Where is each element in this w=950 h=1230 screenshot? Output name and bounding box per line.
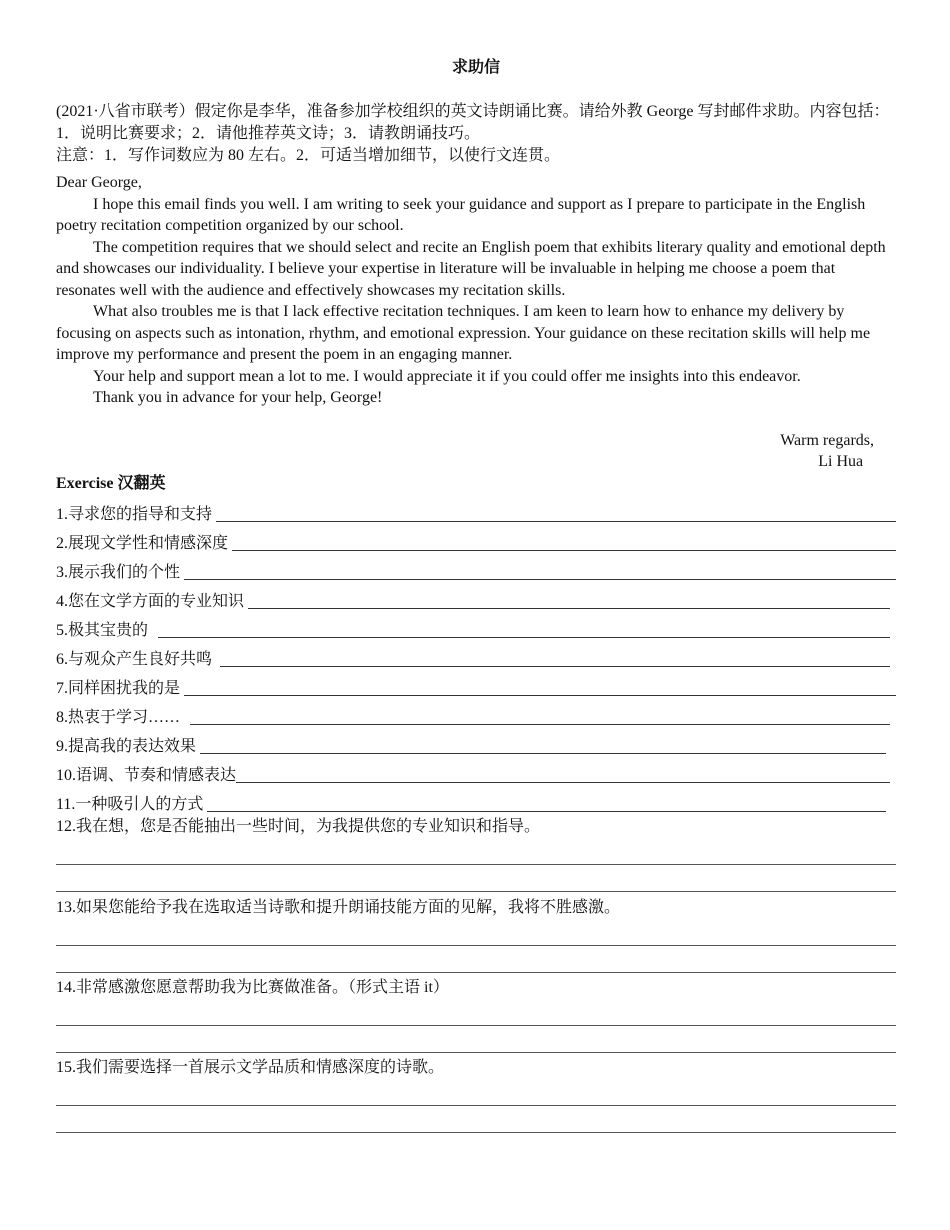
exercise-prompt: 11.一种吸引人的方式 (56, 796, 204, 813)
answer-blank[interactable] (220, 649, 890, 667)
phrase-exercise-list (56, 497, 896, 816)
prompt-task: (2021·八省市联考）假定你是李华，准备参加学校组织的英文诗朗诵比赛。请给外教 George 写封邮件求助。内容包括：1．说明比赛要求；2．请他推荐英文诗；3．请教朗诵技巧。 (56, 103, 890, 142)
exercise-item (56, 671, 896, 700)
exercise-prompt: 5.极其宝贵的 (56, 622, 149, 639)
exercise-item (56, 700, 896, 729)
exercise-heading: Exercise 汉翻英 (56, 475, 166, 492)
answer-line[interactable] (56, 946, 896, 973)
letter-paragraph: I hope this email finds you well. I am writing to seek your guidance and support as I prepare to participate in the English poetry recitation competition organized by our school. (56, 195, 866, 234)
answer-blank[interactable] (248, 591, 890, 609)
exercise-item (56, 497, 896, 526)
letter-paragraph: Thank you in advance for your help, George! (93, 389, 383, 406)
answer-line[interactable] (56, 999, 896, 1026)
exercise-item (56, 642, 896, 671)
exercise-item (56, 729, 896, 758)
answer-blank[interactable] (184, 678, 896, 696)
sentence-exercise (56, 897, 896, 973)
exercise-prompt: 1.寻求您的指导和支持 (56, 506, 213, 523)
prompt-notes: 注意：1．写作词数应为 80 左右。2．可适当增加细节，以使行文连贯。 (56, 147, 561, 164)
exercise-item (56, 787, 896, 816)
sentence-exercise (56, 816, 896, 892)
exercise-item (56, 526, 896, 555)
answer-line[interactable] (56, 1079, 896, 1106)
letter-paragraph: The competition requires that we should select and recite an English poem that exhibits literary quality and emotional depth and showcases our individuality. I believe your expertise in literature will be invaluable in helping me choose a poem that resonates well with the audience and effectively showcases my recitation skills. (56, 238, 886, 299)
answer-blank[interactable] (216, 504, 896, 522)
sentence-prompt: 14.非常感激您愿意帮助我为比赛做准备。（形式主语 it） (56, 979, 449, 996)
sentence-exercise (56, 977, 896, 1053)
answer-line[interactable] (56, 919, 896, 946)
answer-blank[interactable] (236, 765, 890, 783)
answer-blank[interactable] (184, 562, 896, 580)
exercise-item (56, 584, 896, 613)
sentence-exercise (56, 1057, 896, 1133)
exercise-item (56, 555, 896, 584)
exercise-prompt: 8.热衷于学习…… (56, 709, 181, 726)
exercise-prompt: 10.语调、节奏和情感表达 (56, 767, 237, 784)
sentence-prompt: 12.我在想，您是否能抽出一些时间，为我提供您的专业知识和指导。 (56, 818, 541, 835)
exercise-prompt: 6.与观众产生良好共鸣 (56, 651, 213, 668)
page-title: 求助信 (451, 57, 500, 76)
exercise-prompt: 4.您在文学方面的专业知识 (56, 593, 245, 610)
answer-blank[interactable] (232, 533, 896, 551)
model-letter (56, 172, 896, 409)
exercise-item (56, 613, 896, 642)
answer-line[interactable] (56, 865, 896, 892)
exercise-prompt: 7.同样困扰我的是 (56, 680, 181, 697)
sentence-prompt: 15.我们需要选择一首展示文学品质和情感深度的诗歌。 (56, 1059, 445, 1076)
answer-blank[interactable] (207, 794, 886, 812)
answer-blank[interactable] (200, 736, 886, 754)
letter-paragraph: Your help and support mean a lot to me. I would appreciate it if you could offer me insights into this endeavor. (93, 367, 801, 385)
exercise-prompt: 2.展现文学性和情感深度 (56, 535, 229, 552)
answer-line[interactable] (56, 838, 896, 865)
letter-closing: Warm regards, (780, 432, 874, 449)
writing-prompt (56, 101, 896, 167)
exercise-prompt: 9.提高我的表达效果 (56, 738, 197, 755)
answer-line[interactable] (56, 1106, 896, 1133)
answer-blank[interactable] (190, 707, 890, 725)
letter-greeting: Dear George, (56, 174, 142, 191)
letter-signature: Li Hua (818, 453, 864, 470)
exercise-prompt: 3.展示我们的个性 (56, 564, 181, 581)
answer-blank[interactable] (158, 620, 890, 638)
exercise-item (56, 758, 896, 787)
letter-signoff (780, 430, 874, 472)
letter-paragraph: What also troubles me is that I lack effective recitation techniques. I am keen to learn how to enhance my delivery by focusing on aspects such as intonation, rhythm, and emotional expression. Your guidance on these recitation skills will help me improve my performance and present the poem in an engaging manner. (56, 303, 871, 363)
answer-line[interactable] (56, 1026, 896, 1053)
sentence-prompt: 13.如果您能给予我在选取适当诗歌和提升朗诵技能方面的见解，我将不胜感激。 (56, 899, 621, 916)
